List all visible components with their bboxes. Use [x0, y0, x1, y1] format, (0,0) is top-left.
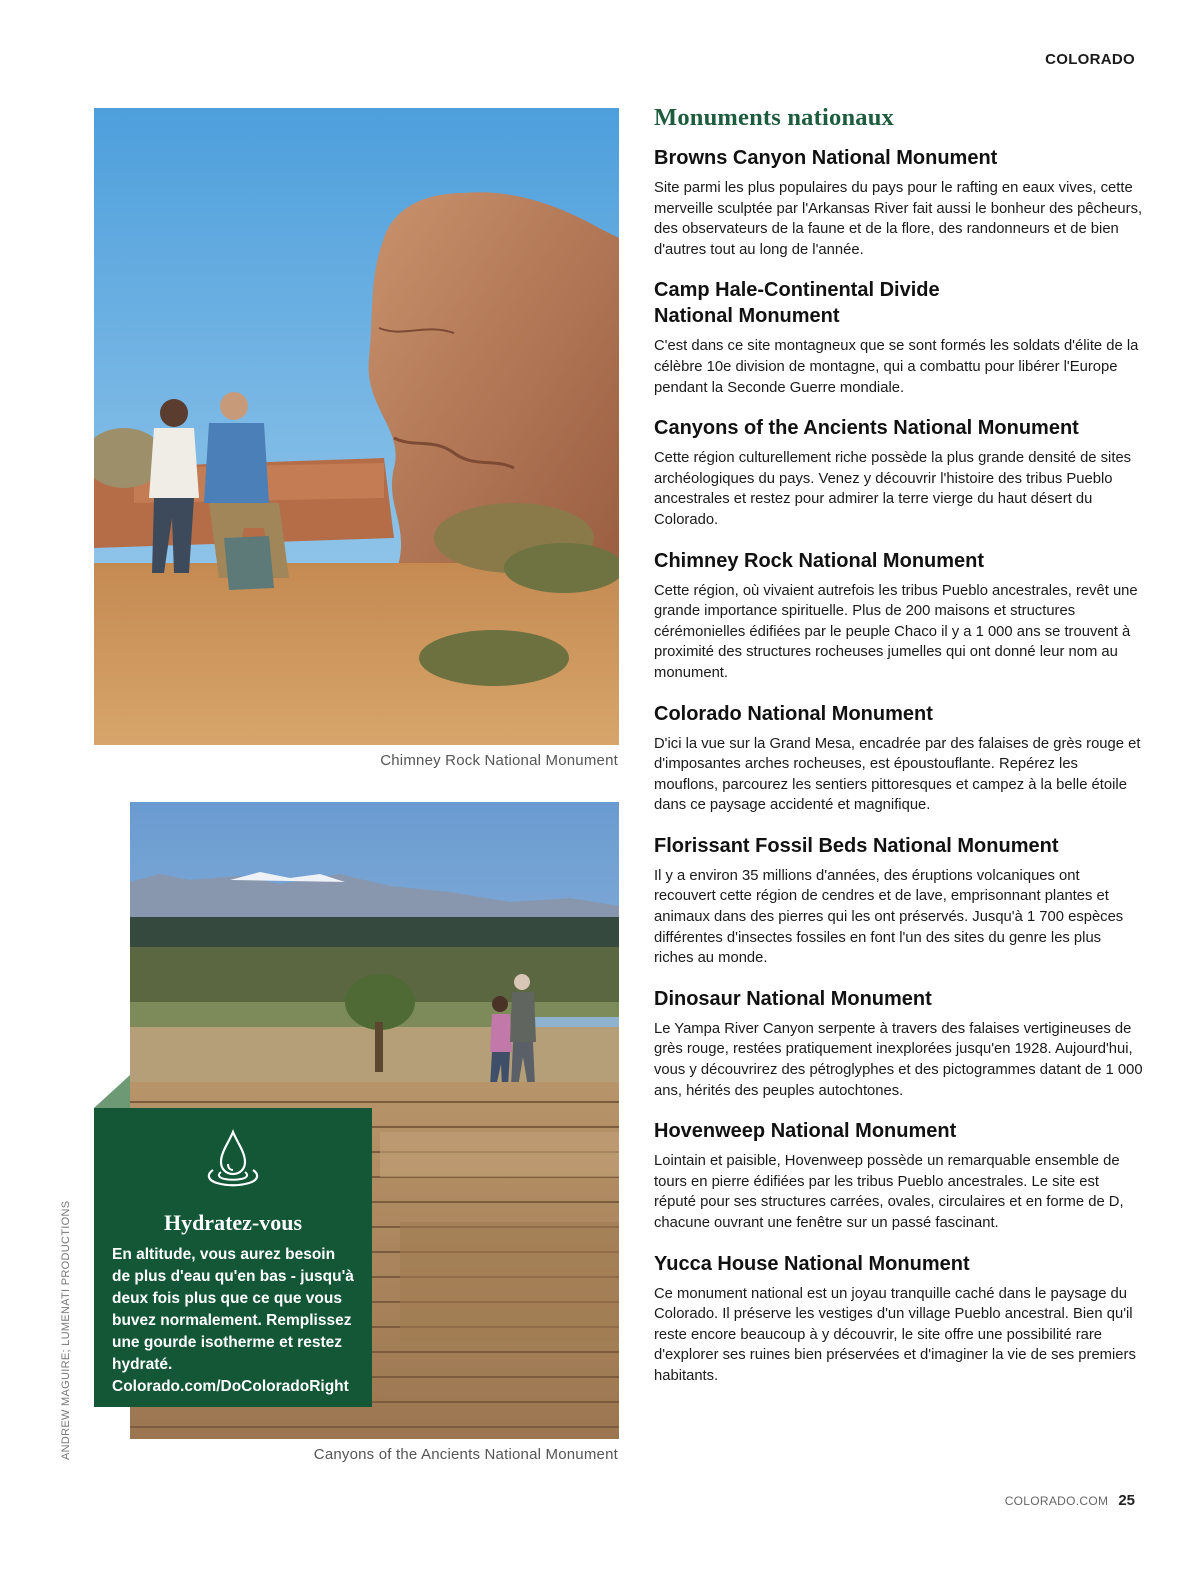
monument-entry: [654, 277, 1144, 398]
entry-title: Browns Canyon National Monument: [654, 147, 998, 169]
entry-body: D'ici la vue sur la Grand Mesa, encadrée par des falaises de grès rouge et d'imposantes arches rocheuses, est époustouflante. Repérez les mouflons, parcourez les sentiers pittoresques et campez à la belle étoile dans ce paysage accidenté et magnifique.: [654, 735, 1141, 814]
photo-caption: Canyons of the Ancients National Monument: [313, 1446, 618, 1463]
entry-title: Chimney Rock National Monument: [654, 549, 985, 572]
section-title: Monuments nationaux: [654, 104, 894, 131]
entry-body: C'est dans ce site montagneux que se sont formés les soldats d'élite de la célèbre 10e division de montagne, qui a combattu pour libérer l'Europe pendant la Seconde Guerre mondiale.: [654, 338, 1139, 396]
monument-entry: [654, 833, 1144, 969]
entry-body: Le Yampa River Canyon serpente à travers des falaises vertigineuses de grès rouge, restées pratiquement inexplorées jusqu'en 1928. Aujourd'hui, vous y découvrirez des pétroglyphes et des pictogrammes datant de 1 000 ans, hérités des peuples autochtones.: [654, 1020, 1143, 1099]
chimney-rock-photo: [94, 108, 619, 745]
callout-fold: [94, 1075, 130, 1108]
page-number: 25: [1118, 1492, 1135, 1509]
monument-entry: [654, 701, 1144, 816]
entry-body: Site parmi les plus populaires du pays pour le rafting en eaux vives, cette merveille sculptée par l'Arkansas River fait aussi le bonheur des pêcheurs, des observateurs de la faune et de la flore, des randonneurs et de bien d'autres tout au long de l'année.: [654, 180, 1143, 258]
hydrate-callout: [94, 1108, 372, 1407]
entry-title: Dinosaur National Monument: [654, 987, 932, 1010]
footer-site: COLORADO.COM: [1004, 1494, 1109, 1508]
entry-title: Florissant Fossil Beds National Monument: [654, 834, 1059, 857]
page-footer: [1005, 1492, 1135, 1509]
callout-text: En altitude, vous aurez besoin de plus d'eau qu'en bas - jusqu'à deux fois plus que ce que vous buvez normalement. Remplissez une gourde isotherme et restez hydraté. Colorado.com/DoColoradoRight: [112, 1246, 354, 1395]
callout-title: Hydratez-vous: [163, 1210, 303, 1235]
entry-title: Hovenweep National Monument: [654, 1120, 957, 1143]
monument-entry: [654, 415, 1144, 530]
entry-title: Canyons of the Ancients National Monument: [654, 417, 1079, 440]
running-head: COLORADO: [1045, 51, 1135, 68]
entry-title: Colorado National Monument: [654, 702, 933, 725]
water-drop-icon: [199, 1126, 267, 1194]
entry-body: Il y a environ 35 millions d'années, des éruptions volcaniques ont recouvert cette région de cendres et de lave, emprisonnant plantes et animaux dans des pierres qui les ont préservés. Jusqu'à 1 700 espèces différentes d'insectes fossiles en font l'un des sites du genre les plus riches au monde.: [654, 867, 1124, 967]
entry-body: Cette région, où vivaient autrefois les tribus Pueblo ancestrales, revêt une grande importance spirituelle. Plus de 200 maisons et structures cérémonielles édifiées par le peuple Chaco il y a 1 000 ans se trouvent à proximité des structures rocheuses jumelles qui ont donné leur nom au monument.: [654, 582, 1138, 681]
monument-entry: [654, 145, 1144, 260]
photo-caption: Chimney Rock National Monument: [380, 752, 618, 769]
monument-entry: [654, 1251, 1144, 1387]
monument-entry: [654, 986, 1144, 1101]
monument-entry: [654, 548, 1144, 684]
entry-body: Cette région culturellement riche possède la plus grande densité de sites archéologiques du pays. Venez y découvrir l'histoire des tribus Pueblo ancestrales et restez pour admirer la terre vierge du haut désert du Colorado.: [654, 450, 1132, 528]
article-column: [654, 104, 1144, 1404]
entry-body: Ce monument national est un joyau tranquille caché dans le paysage du Colorado. Il préserve les vestiges d'un village Pueblo ancestral. Bien qu'il reste encore beaucoup à y découvrir, le site offre une possibilité rare d'explorer ses ruines bien préservées et d'imaginer la vie de ses premiers habitants.: [654, 1285, 1136, 1384]
photo-credit: ANDREW MAGUIRE; LUMENATI PRODUCTIONS: [60, 1200, 72, 1460]
monument-entry: [654, 1118, 1144, 1233]
entry-body: Lointain et paisible, Hovenweep possède un remarquable ensemble de tours en pierre édifiées par les tribus Pueblo ancestrales. Le site est réputé pour ses structures carrées, ovales, circulaires et en forme de D, chacune ouvrant une fenêtre sur un passé fascinant.: [654, 1153, 1124, 1231]
entry-title: Camp Hale-Continental Divide National Monument: [654, 279, 940, 328]
entry-title: Yucca House National Monument: [654, 1252, 970, 1275]
